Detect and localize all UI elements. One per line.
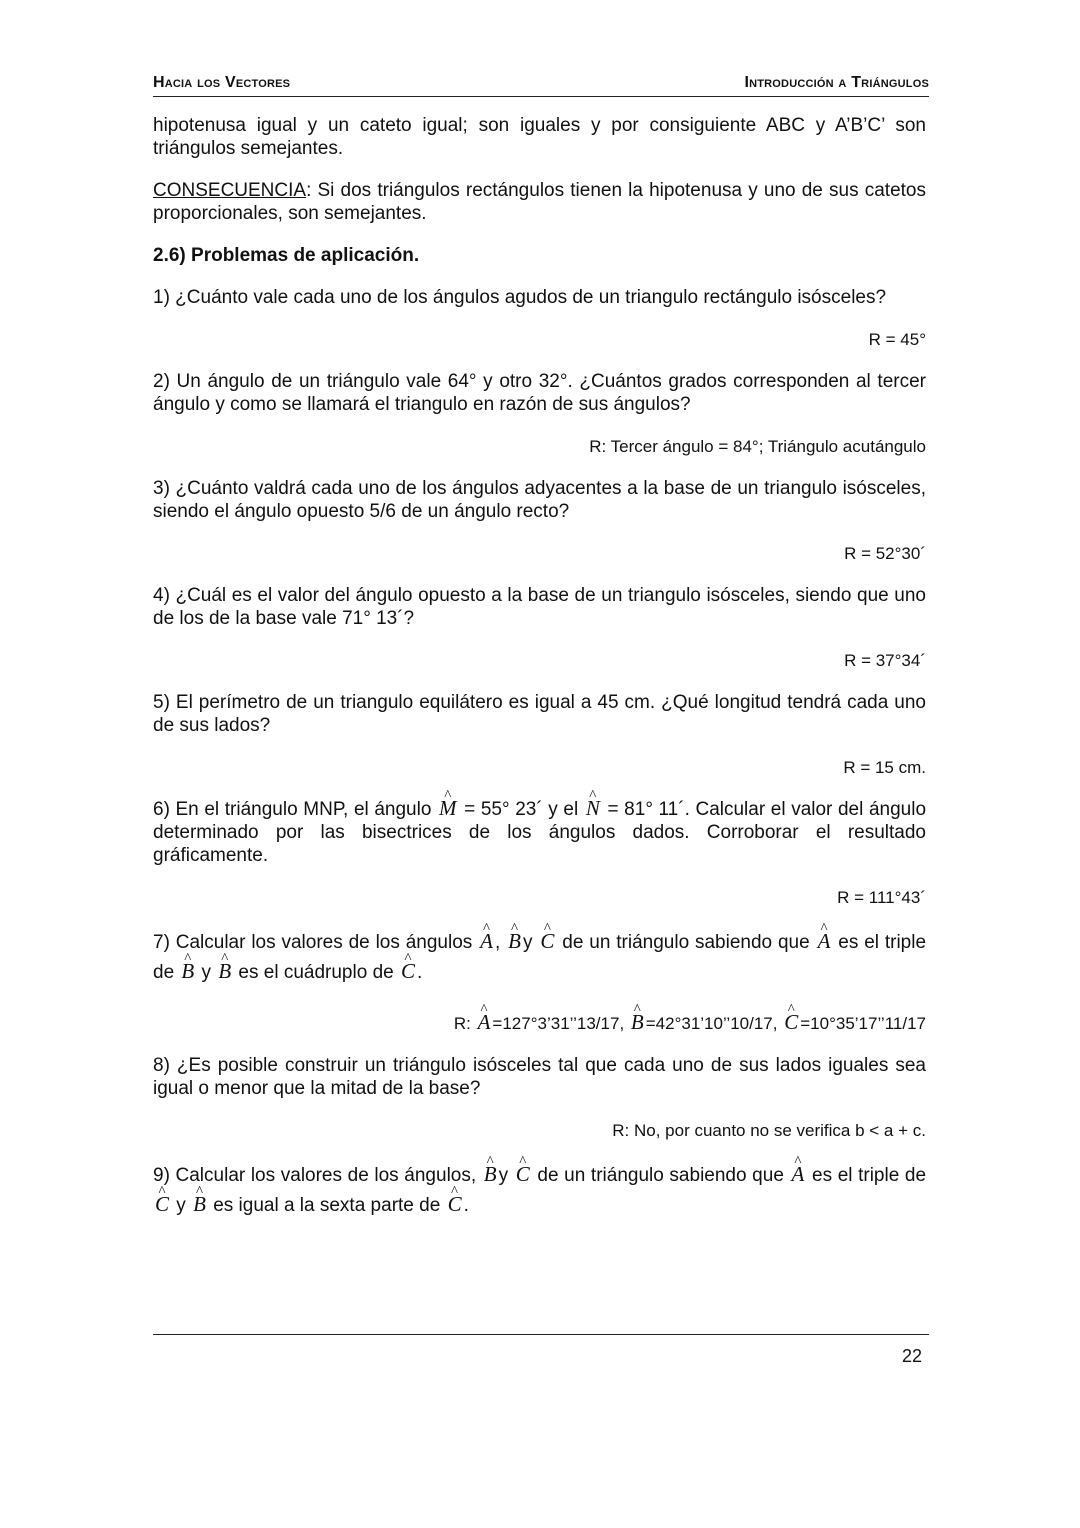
problem-7-text-2: ,	[495, 932, 501, 953]
problem-3: 3) ¿Cuánto valdrá cada uno de los ángulos adyacentes a la base de un triangulo isósceles, siendo el ángulo opuesto 5/6 de un ángulo recto?	[153, 478, 926, 522]
problem-5: 5) El perímetro de un triangulo equilátero es igual a 45 cm. ¿Qué longitud tendrá cada uno de sus lados?	[153, 692, 926, 736]
angle-b-symbol: ^ B	[631, 1012, 644, 1033]
problem-7-text-3: y	[522, 932, 533, 953]
problem-6	[153, 798, 926, 867]
angle-b-symbol: ^ B	[218, 961, 231, 982]
answer-6: R = 111°43´	[837, 888, 926, 907]
consequence-paragraph	[153, 179, 926, 225]
problem-7	[153, 928, 926, 988]
page-number: 22	[901, 1346, 922, 1366]
header-left-title: Hacia los Vectores	[153, 74, 291, 91]
angle-c-symbol: ^ C	[540, 931, 554, 952]
problem-7-text-4: de un triángulo sabiendo que	[562, 932, 810, 953]
problem-9-text-6: es igual a la sexta parte de	[213, 1195, 441, 1216]
angle-a-symbol: ^ A	[480, 931, 493, 952]
problem-6-text-3: = 81° 11´. Calcular el valor del ángulo determinado por las bisectrices de los ángulos dados. Corroborar el resultado gráficamente.	[153, 799, 927, 866]
angle-c-symbol: ^ C	[401, 961, 415, 982]
answer-4: R = 37°34´	[844, 651, 926, 670]
angle-b-symbol: ^ B	[484, 1164, 497, 1185]
problem-6-text-1: 6) En el triángulo MNP, el ángulo	[153, 799, 432, 820]
consequence-label: CONSECUENCIA	[153, 180, 307, 201]
page-header	[153, 72, 929, 97]
problem-9-text-1: 9) Calcular los valores de los ángulos,	[153, 1165, 477, 1186]
problem-9-text-3: de un triángulo sabiendo que	[537, 1165, 784, 1186]
problem-9-text-4: es el triple de	[812, 1165, 927, 1186]
angle-m-symbol: ^ M	[439, 798, 457, 819]
intro-paragraph: hipotenusa igual y un cateto igual; son iguales y por consiguiente ABC y A’B’C’ son triángulos semejantes.	[153, 115, 926, 159]
problem-6-text-2: = 55° 23´ y el	[464, 799, 579, 820]
angle-b-symbol: ^ B	[193, 1194, 206, 1215]
answer-2: R: Tercer ángulo = 84°; Triángulo acutángulo	[589, 437, 926, 456]
answer-8: R: No, por cuanto no se verifica b < a + c.	[612, 1121, 926, 1140]
problem-7-text-7: es el cuádruplo de	[238, 962, 394, 983]
consequence-text: : Si dos triángulos rectángulos tienen la hipotenusa y uno de sus catetos proporcionales, son semejantes.	[153, 180, 926, 224]
problem-7-text-5: es el triple de	[153, 932, 927, 983]
page-content	[153, 114, 926, 1221]
angle-c-symbol: ^ C	[516, 1164, 530, 1185]
answer-7-c-value: =10°35’17’’11/17	[800, 1014, 926, 1033]
answer-5: R = 15 cm.	[843, 758, 926, 777]
problem-9-text-7: .	[463, 1195, 469, 1216]
problem-9-text-5: y	[176, 1195, 186, 1216]
problem-7-text-1: 7) Calcular los valores de los ángulos	[153, 932, 473, 953]
answer-1: R = 45°	[868, 330, 926, 349]
angle-a-symbol: ^ A	[792, 1164, 805, 1185]
problem-9-text-2: y	[498, 1165, 509, 1186]
answer-3: R = 52°30´	[844, 544, 926, 563]
angle-b-symbol: ^ B	[181, 961, 194, 982]
angle-c-symbol: ^ C	[155, 1194, 169, 1215]
answer-7-b-value: =42°31’10’’10/17,	[645, 1014, 778, 1033]
angle-a-symbol: ^ A	[478, 1012, 491, 1033]
problem-4: 4) ¿Cuál es el valor del ángulo opuesto a la base de un triangulo isósceles, siendo que uno de los de la base vale 71° 13´?	[153, 585, 926, 629]
answer-7-a-value: =127°3’31’’13/17,	[492, 1014, 625, 1033]
problem-8: 8) ¿Es posible construir un triángulo isósceles tal que cada uno de sus lados iguales sea igual o menor que la mitad de la base?	[153, 1055, 926, 1099]
answer-7-prefix: R:	[453, 1014, 471, 1033]
angle-a-symbol: ^ A	[818, 931, 831, 952]
problem-7-text-8: .	[417, 962, 423, 983]
footer-divider	[153, 1334, 929, 1335]
answer-7	[153, 1012, 926, 1035]
problem-2: 2) Un ángulo de un triángulo vale 64° y otro 32°. ¿Cuántos grados corresponden al tercer ángulo y como se llamará el triangulo en razón de sus ángulos?	[153, 371, 926, 415]
header-right-title: Introducción a Triángulos	[744, 74, 929, 91]
angle-b-symbol: ^ B	[508, 931, 521, 952]
angle-c-symbol: ^ C	[448, 1194, 462, 1215]
problem-1: 1) ¿Cuánto vale cada uno de los ángulos agudos de un triangulo rectángulo isósceles?	[153, 287, 887, 308]
problem-9	[153, 1161, 926, 1221]
angle-c-symbol: ^ C	[784, 1012, 798, 1033]
angle-n-symbol: ^ N	[586, 798, 600, 819]
problem-7-text-6: y	[201, 962, 212, 983]
section-title: 2.6) Problemas de aplicación.	[153, 245, 420, 266]
